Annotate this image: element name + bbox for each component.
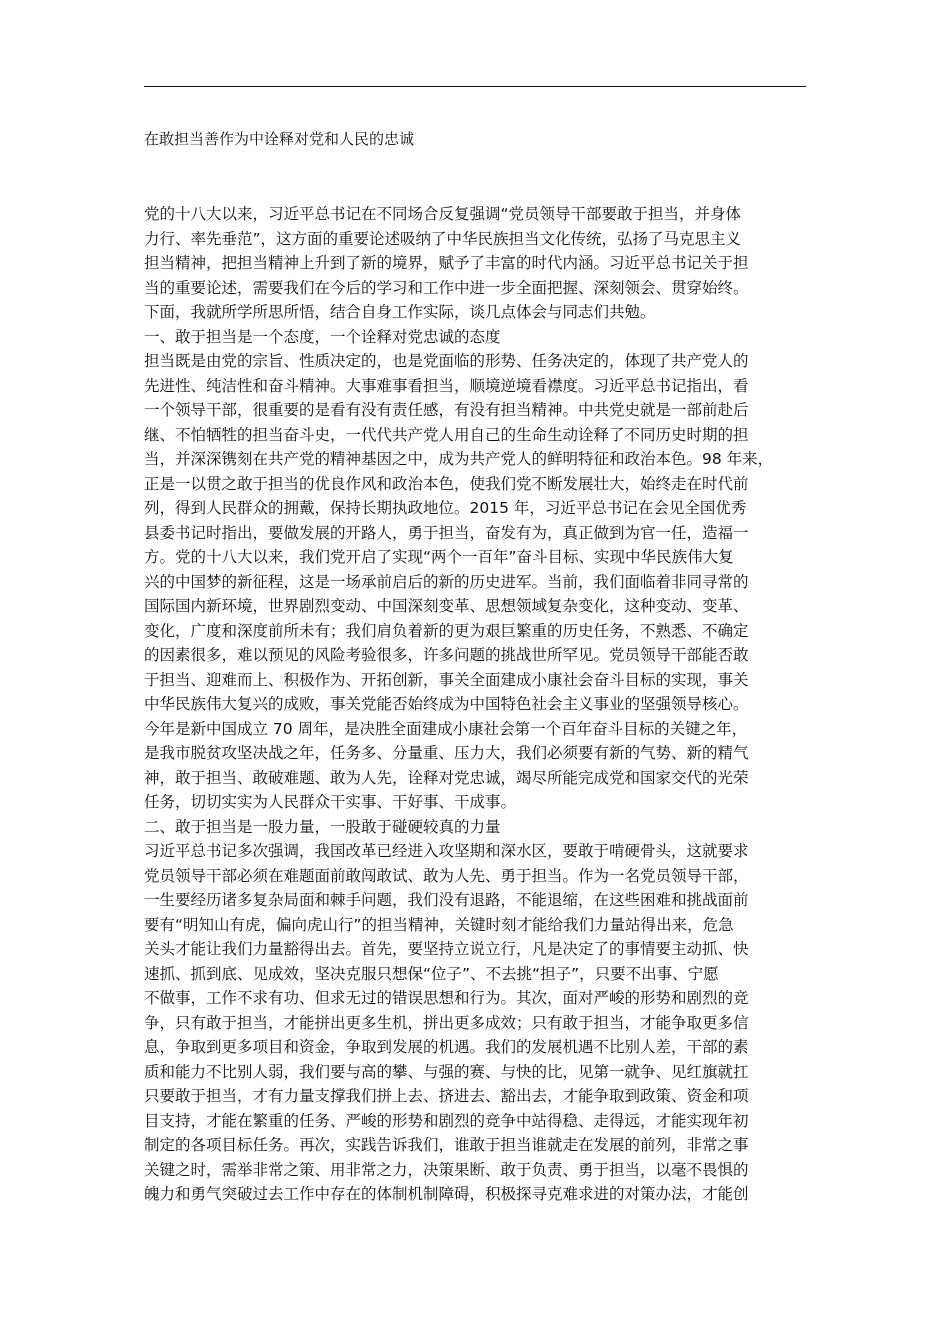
body-line: 力行、率先垂范”，这方面的重要论述吸纳了中华民族担当文化传统，弘扬了马克思主义 [144,229,742,248]
body-line: 习近平总书记多次强调，我国改革已经进入攻坚期和深水区，要敢于啃硬骨头，这就要求 [144,842,749,860]
body-line: 魄力和勇气突破过去工作中存在的体制机制障碍，积极探寻克难求进的对策办法，才能创 [144,1185,749,1203]
body-line: 关头才能让我们力量豁得出去。首先，要坚持立说立行，凡是决定了的事情要主动抓、快 [144,940,749,958]
body-line: 下面，我就所学所思所悟，结合自身工作实际，谈几点体会与同志们共勉。 [144,303,656,321]
body-line: 担当既是由党的宗旨、性质决定的，也是党面临的形势、任务决定的，体现了共产党人的 [144,352,749,370]
body-line: 神，敢于担当、敢破难题、敢为人先，诠释对党忠诚，竭尽所能完成党和国家交代的光荣 [144,768,749,787]
document-body [144,202,814,1207]
body-line: 县委书记时指出，要做发展的开路人，勇于担当，奋发有为，真正做到为官一任，造福一 [144,523,749,542]
body-line: 任务，切切实实为人民群众干实事、干好事、干成事。 [144,793,517,811]
body-line: 一个领导干部，很重要的是看有没有责任感，有没有担当精神。中共党史就是一部前赴后 [144,401,749,419]
body-line: 列，得到人民群众的拥戴，保持长期执政地位。2015 年，习近平总书记在会见全国优秀 [144,499,747,517]
body-line: 兴的中国梦的新征程，这是一场承前启后的新的历史进军。当前，我们面临着非同寻常的 [144,572,749,591]
body-line: 一、敢于担当是一个态度，一个诠释对党忠诚的态度 [144,327,501,346]
body-line: 先进性、纯洁性和奋斗精神。大事难事看担当，顺境逆境看襟度。习近平总书记指出，看 [144,376,749,395]
body-line: 今年是新中国成立 70 周年，是决胜全面建成小康社会第一个百年奋斗目标的关键之年， [144,719,748,738]
body-line: 的因素很多，难以预见的风险考验很多，许多问题的挑战世所罕见。党员领导干部能否敢 [144,646,749,664]
body-line: 质和能力不比别人弱，我们要与高的攀、与强的赛、与快的比，见第一就争、见红旗就扛 [144,1062,749,1081]
body-line: 是我市脱贫攻坚决战之年，任务多、分量重、压力大，我们必须要有新的气势、新的精气 [144,744,749,762]
body-line: 关键之时，需举非常之策、用非常之力，决策果断、敢于负责、勇于担当，以毫不畏惧的 [144,1160,749,1179]
body-line: 要有“明知山有虎，偏向虎山行”的担当精神，关键时刻才能给我们力量站得出来，危急 [144,915,734,934]
body-line: 变化，广度和深度前所未有；我们肩负着新的更为艰巨繁重的历史任务，不熟悉、不确定 [144,621,749,640]
body-line: 二、敢于担当是一股力量，一股敢于碰硬较真的力量 [144,817,501,836]
header-rule [144,86,806,87]
body-line: 争，只有敢于担当，才能拼出更多生机，拼出更多成效；只有敢于担当，才能争取更多信 [144,1013,749,1032]
body-line: 党的十八大以来，习近平总书记在不同场合反复强调“党员领导干部要敢于担当，并身体 [144,205,742,223]
body-line: 当的重要论述，需要我们在今后的学习和工作中进一步全面把握、深刻领会、贯穿始终。 [144,278,749,297]
body-line: 制定的各项目标任务。再次，实践告诉我们，谁敢于担当谁就走在发展的前列，非常之事 [144,1136,749,1154]
body-line: 国际国内新环境，世界剧烈变动、中国深刻变革、思想领域复杂变化，这种变动、变革、 [144,597,749,615]
body-line: 中华民族伟大复兴的成败，事关党能否始终成为中国特色社会主义事业的坚强领导核心。 [144,695,749,713]
body-line: 方。党的十八大以来，我们党开启了实现“两个一百年”奋斗目标、实现中华民族伟大复 [144,548,734,566]
body-line: 息，争取到更多项目和资金，争取到发展的机遇。我们的发展机遇不比别人差，干部的素 [144,1038,749,1056]
body-line: 不做事，工作不求有功、但求无过的错误思想和行为。其次，面对严峻的形势和剧烈的竞 [144,989,749,1007]
body-line: 当，并深深镌刻在共产党的精神基因之中，成为共产党人的鲜明特征和政治本色。98 年来， [144,450,774,468]
document-title: 在敢担当善作为中诠释对党和人民的忠诚 [144,130,415,148]
body-line: 目支持，才能在繁重的任务、严峻的形势和剧烈的竞争中站得稳、走得远，才能实现年初 [144,1111,749,1130]
body-line: 于担当、迎难而上、积极作为、开拓创新，事关全面建成小康社会奋斗目标的实现，事关 [144,670,749,689]
body-line: 继、不怕牺牲的担当奋斗史，一代代共产党人用自己的生命生动诠释了不同历史时期的担 [144,425,749,444]
body-line: 正是一以贯之敢于担当的优良作风和政治本色，使我们党不断发展壮大，始终走在时代前 [144,474,749,493]
body-line: 速抓、抓到底、见成效，坚决克服只想保“位子”、不去挑“担子”，只要不出事、宁愿 [144,964,719,983]
body-line: 只要敢于担当，才有力量支撑我们拼上去、挤进去、豁出去，才能争取到政策、资金和项 [144,1087,749,1105]
body-line: 党员领导干部必须在难题面前敢闯敢试、敢为人先、勇于担当。作为一名党员领导干部， [144,866,749,885]
body-line: 担当精神，把担当精神上升到了新的境界，赋予了丰富的时代内涵。习近平总书记关于担 [144,254,749,272]
body-line: 一生要经历诸多复杂局面和棘手问题，我们没有退路，不能退缩，在这些困难和挑战面前 [144,891,749,909]
